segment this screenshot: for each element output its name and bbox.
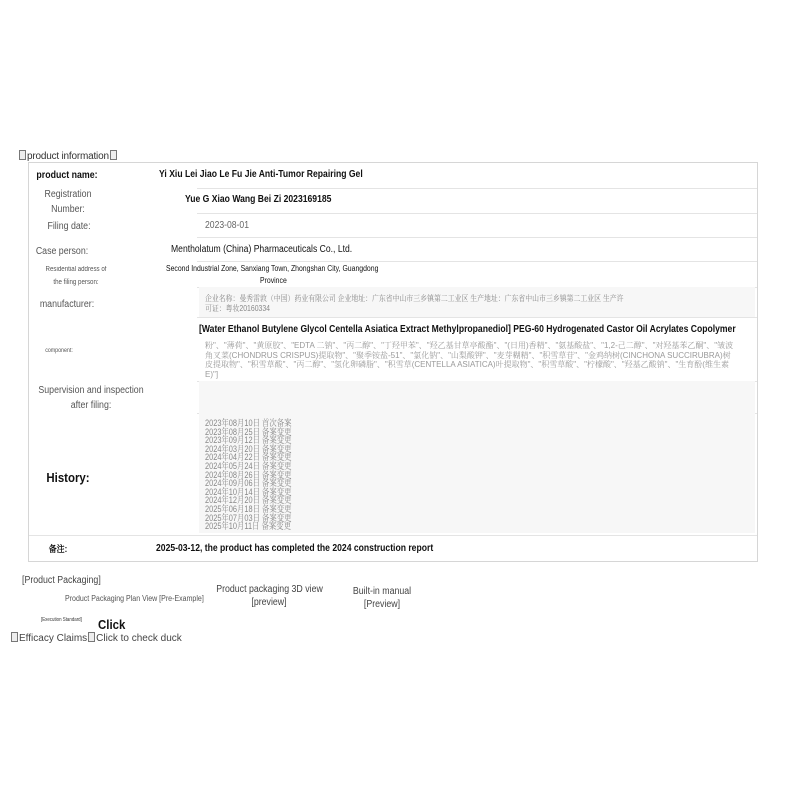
view-3d-link[interactable] xyxy=(209,584,329,608)
bracket-icon xyxy=(19,150,26,160)
product-info-table xyxy=(28,162,758,562)
history-item: 2024年10月14日 备案变更 xyxy=(205,486,292,497)
row-divider xyxy=(197,261,757,262)
bracket-icon xyxy=(88,632,95,642)
registration-label-line2: Number: xyxy=(51,204,85,215)
address-value-line2: Province xyxy=(260,276,287,285)
row-divider xyxy=(197,237,757,238)
product-packaging-link[interactable]: [Product Packaging] xyxy=(22,575,101,586)
product-name-value: Yi Xiu Lei Jiao Le Fu Jie Anti-Tumor Repairing Gel xyxy=(159,169,363,180)
plan-view-link[interactable]: Product Packaging Plan View [Pre-Example] xyxy=(65,594,204,603)
history-item: 2024年05月24日 备案变更 xyxy=(205,460,292,471)
history-item: 2025年10月11日 备案变更 xyxy=(205,521,292,532)
history-list xyxy=(205,419,345,531)
history-item: 2024年04月22日 备案变更 xyxy=(205,452,292,463)
address-value-line1: Second Industrial Zone, Sanxiang Town, Zhongshan City, Guangdong xyxy=(166,264,379,273)
manufacturer-label: manufacturer: xyxy=(39,299,95,310)
supervision-label xyxy=(36,383,145,413)
address-label xyxy=(35,263,118,289)
history-item: 2024年12月20日 备案变更 xyxy=(205,495,292,506)
manual-preview: [Preview] xyxy=(363,599,401,610)
note-label: 备注: xyxy=(48,544,68,554)
section-header-product-information xyxy=(18,150,118,162)
history-item: 2025年07月03日 备案变更 xyxy=(205,512,292,523)
registration-label xyxy=(34,187,103,217)
component-body: 粉"、"薄荷"、"黄原胶"、"EDTA 二钠"、"丙二醇"、"丁羟甲苯"、"羟乙基甘草亭酸酯"、"(日用)香精"、"氨基酸盐"、"1,2-己二醇"、"对羟基苯乙酮"、"皱波角叉菜(CHONDRUS CRISPUS)提取物"、"聚季铵盐-51"、"氯化钠"、"山梨酸钾"、"麦芽糊精"、"积雪草苷"、"金鸡纳树(CINCHONA SUCCIRUBRA)树皮提取物"、"积雪草酸"、"丙二醇"、"氢化卵磷脂"、"积雪草(CENTELLA ASIATICA)叶提取物"、"积雪草酸"、"柠檬酸"、"羟基乙酸钠"、"生育酚(维生素E)"] xyxy=(205,341,734,379)
component-label: component: xyxy=(45,348,73,354)
case-person-value: Mentholatum (China) Pharmaceuticals Co., Ltd. xyxy=(171,244,353,255)
history-item: 2025年06月18日 备案变更 xyxy=(205,503,292,514)
section-title: product information xyxy=(27,151,109,162)
view-3d-preview: [preview] xyxy=(251,597,287,608)
registration-value: Yue G Xiao Wang Bei Zi 2023169185 xyxy=(185,194,332,205)
manual-label: Built-in manual xyxy=(352,586,412,597)
manufacturer-value-line2: 可证：粤妆20160334 xyxy=(205,304,271,313)
history-item: 2024年03月20日 备案变更 xyxy=(205,443,292,454)
case-person-label: Case person: xyxy=(35,246,89,257)
check-duck-link[interactable]: Click to check duck xyxy=(96,633,182,644)
supervision-label-line1: Supervision and inspection xyxy=(38,385,144,396)
history-label: History: xyxy=(46,470,90,485)
manufacturer-value-line1: 企业名称：曼秀雷敦（中国）药业有限公司 企业地址：广东省中山市三乡镇第二工业区 生产地址：广东省中山市三乡镇第二工业区 生产许 xyxy=(205,294,624,303)
bracket-icon xyxy=(11,632,18,642)
address-label-line2: the filing person: xyxy=(53,279,99,286)
execution-standard-click[interactable]: Click xyxy=(98,617,126,632)
registration-label-line1: Registration xyxy=(44,189,92,200)
history-item: 2023年08月25日 备案变更 xyxy=(205,426,292,437)
product-name-label: product name: xyxy=(36,170,98,181)
history-item: 2023年08月10日 首次备案 xyxy=(205,418,292,428)
history-item: 2024年09月06日 备案变更 xyxy=(205,478,292,489)
row-divider xyxy=(197,188,757,189)
address-label-line1: Residential address of xyxy=(45,266,107,273)
row-divider xyxy=(29,535,757,536)
filing-date-value: 2023-08-01 xyxy=(205,220,249,231)
efficacy-claims-label: Efficacy Claims xyxy=(19,633,88,644)
history-item: 2023年09月12日 备案变更 xyxy=(205,435,292,446)
note-value: 2025-03-12, the product has completed the 2024 construction report xyxy=(156,543,434,554)
row-divider xyxy=(197,213,757,214)
supervision-panel xyxy=(199,381,755,413)
view-3d-label: Product packaging 3D view xyxy=(216,584,323,595)
efficacy-claims-row xyxy=(10,632,182,644)
row-divider xyxy=(197,317,757,318)
execution-standard-label: [Execution Standard] xyxy=(41,617,82,623)
builtin-manual-link[interactable] xyxy=(345,586,419,610)
bracket-icon xyxy=(110,150,117,160)
component-heading: [Water Ethanol Butylene Glycol Centella Asiatica Extract Methylpropanediol] PEG-60 Hydrogenated Castor Oil Acrylates Copolymer xyxy=(199,324,736,335)
filing-date-label: Filing date: xyxy=(47,221,91,232)
supervision-label-line2: after filing: xyxy=(70,400,112,411)
history-item: 2024年08月26日 备案变更 xyxy=(205,469,292,480)
